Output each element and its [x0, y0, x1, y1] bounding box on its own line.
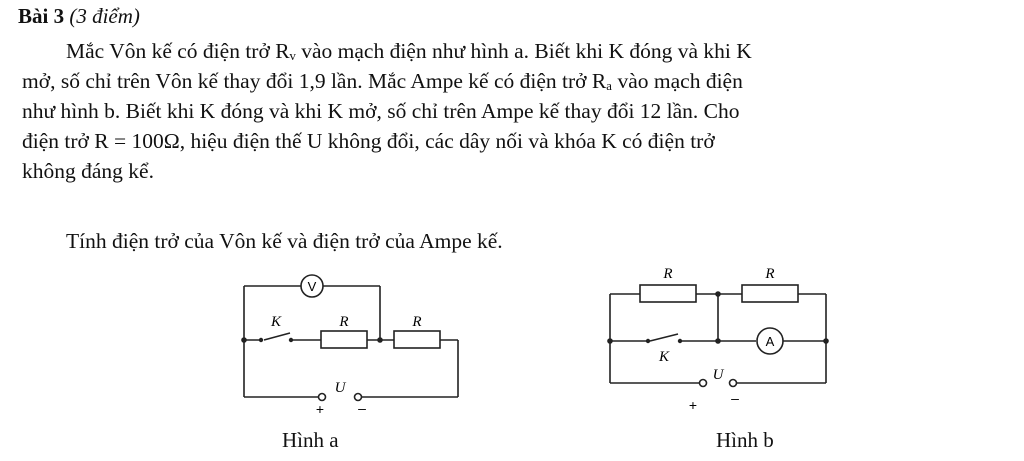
node-b-middle [715, 338, 721, 344]
problem-number: Bài 3 [18, 4, 65, 28]
voltmeter-a-label: V [307, 279, 317, 294]
circuit-a-diagram [236, 258, 476, 418]
caption-figure-a: Hình a [282, 428, 339, 452]
switch-a-pivot [259, 338, 263, 342]
problem-question [22, 226, 984, 256]
switch-a-contact [289, 338, 293, 342]
statement-line-2: mở, số chỉ trên Vôn kế thay đổi 1,9 lần. Mắc Ampe kế có điện trở Rₐ vào mạch điện [22, 69, 743, 93]
statement-line-3: như hình b. Biết khi K đóng và khi K mở, số chỉ trên Ampe kế thay đổi 12 lần. Cho [22, 99, 740, 123]
switch-a-label: K [270, 314, 282, 330]
resistor-a-1 [321, 331, 367, 348]
circuit-figure-a [236, 258, 476, 418]
source-a-label: U [334, 380, 346, 396]
node-b-top [715, 291, 721, 297]
switch-a-lever [264, 333, 290, 340]
ammeter-b-label: A [765, 334, 775, 349]
source-b-minus: – [731, 390, 739, 406]
resistor-b-2 [742, 285, 798, 302]
terminal-a-plus [319, 394, 326, 401]
source-b-plus: + [688, 397, 698, 413]
node-a-right [377, 337, 383, 343]
resistor-b-1-label: R [663, 266, 673, 282]
caption-figure-b: Hình b [716, 428, 774, 452]
source-a-minus: – [358, 400, 366, 416]
node-a-left [241, 337, 247, 343]
terminal-b-plus [700, 380, 707, 387]
statement-line-5: không đáng kể. [22, 159, 154, 183]
switch-b-pivot [646, 339, 650, 343]
switch-b-lever [650, 334, 678, 341]
resistor-a-1-label: R [339, 314, 349, 330]
resistor-b-1 [640, 285, 696, 302]
problem-heading [18, 4, 140, 29]
terminal-b-minus [730, 380, 737, 387]
circuit-figure-b [604, 258, 844, 418]
question-text: Tính điện trở của Vôn kế và điện trở của Ampe kế. [66, 229, 503, 253]
problem-points: (3 điểm) [69, 4, 140, 28]
problem-statement [22, 36, 984, 186]
source-a-plus: + [315, 401, 325, 417]
switch-b-contact [678, 339, 682, 343]
source-b-label: U [712, 367, 724, 383]
node-b-right [823, 338, 829, 344]
switch-b-label: K [658, 349, 670, 365]
resistor-b-2-label: R [765, 266, 775, 282]
resistor-a-2-label: R [412, 314, 422, 330]
statement-line-1: Mắc Vôn kế có điện trở Rᵥ vào mạch điện như hình a. Biết khi K đóng và khi K [66, 39, 752, 63]
circuit-b-diagram [604, 258, 844, 418]
node-b-left [607, 338, 613, 344]
statement-line-4: điện trở R = 100Ω, hiệu điện thế U không đổi, các dây nối và khóa K có điện trở [22, 129, 715, 153]
resistor-a-2 [394, 331, 440, 348]
